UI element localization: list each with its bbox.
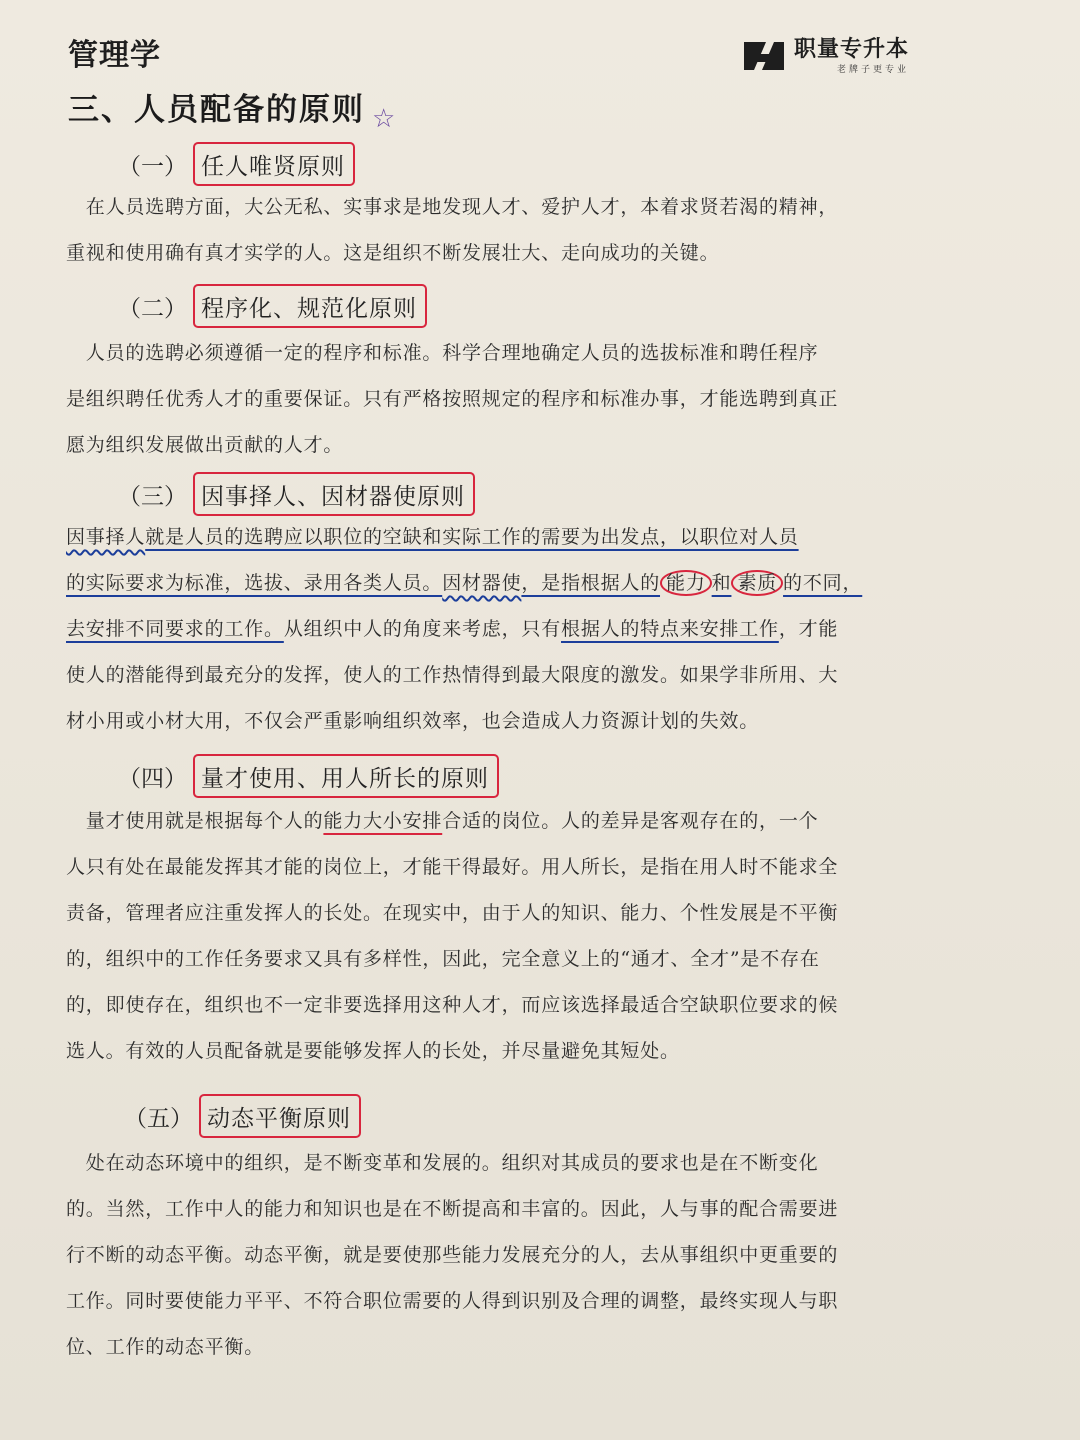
body-line — [66, 606, 938, 652]
body-line: 人只有处在最能发挥其才能的岗位上，才能干得最好。用人所长，是指在用人时不能求全 — [66, 856, 839, 878]
plain-text: 量才使用就是根据每个人的 — [66, 810, 324, 832]
body-line: 行不断的动态平衡。动态平衡，就是要使那些能力发展充分的人，去从事组织中更重要的 — [66, 1244, 839, 1266]
body-line: 的，组织中的工作任务要求又具有多样性，因此，完全意义上的“通才、全才”是不存在 — [66, 948, 820, 970]
circled-word: 素质 — [731, 570, 783, 596]
underlined-text: 就是人员的选聘应以职位的空缺和实际工作的需要为出发点，以职位对人员 — [145, 526, 799, 548]
publisher-logo — [740, 34, 940, 78]
principle-number: （二） — [118, 295, 187, 322]
circled-word: 能力 — [660, 570, 712, 596]
principle-5-heading — [124, 1094, 361, 1138]
wavy-underlined-term: 因事择人 — [66, 526, 146, 548]
underlined-text: 去安排不同要求的工作。 — [66, 618, 284, 640]
principle-title: 任人唯贤原则 — [193, 142, 355, 186]
logo-slogan: 老牌子更专业 — [837, 64, 910, 75]
body-line: 在人员选聘方面，大公无私、实事求是地发现人才、爱护人才，本着求贤若渴的精神， — [66, 196, 839, 218]
body-line: 位、工作的动态平衡。 — [66, 1336, 265, 1358]
principle-number: （五） — [124, 1105, 193, 1132]
body-line: 选人。有效的人员配备就是要能够发挥人的长处，并尽量避免其短处。 — [66, 1040, 680, 1062]
underlined-text: 和 — [711, 572, 732, 594]
principle-4-body — [66, 798, 938, 1074]
principle-2-heading — [118, 284, 427, 328]
body-line: 责备，管理者应注重发挥人的长处。在现实中，由于人的知识、能力、个性发展是不平衡 — [66, 902, 839, 924]
body-line: 材小用或小材大用，不仅会严重影响组织效率，也会造成人力资源计划的失效。 — [66, 710, 760, 732]
principle-title: 程序化、规范化原则 — [193, 284, 427, 328]
principle-number: （四） — [118, 765, 187, 792]
principle-5-body — [66, 1140, 938, 1370]
body-line: 工作。同时要使能力平平、不符合职位需要的人得到识别及合理的调整，最终实现人与职 — [66, 1290, 839, 1312]
body-line: 重视和使用确有真才实学的人。这是组织不断发展壮大、走向成功的关键。 — [66, 242, 720, 264]
plain-text: 从组织中人的角度来考虑，只有 — [283, 618, 562, 640]
body-line: 处在动态环境中的组织，是不断变革和发展的。组织对其成员的要求也是在不断变化 — [66, 1152, 819, 1174]
plain-text: ，才能 — [778, 618, 839, 640]
wavy-underlined-term: 因材器使 — [442, 572, 522, 594]
principle-1-body — [66, 184, 938, 276]
body-line: 愿为组织发展做出贡献的人才。 — [66, 434, 344, 456]
body-line — [66, 560, 938, 606]
body-line: 的。当然，工作中人的能力和知识也是在不断提高和丰富的。因此，人与事的配合需要进 — [66, 1198, 839, 1220]
subject-header: 管理学 — [68, 38, 161, 73]
principle-title: 因事择人、因材器使原则 — [193, 472, 475, 516]
plain-text: 合适的岗位。人的差异是客观存在的，一个 — [442, 810, 819, 832]
principle-1-heading — [118, 142, 355, 186]
star-mark-icon: ☆ — [372, 104, 396, 134]
section-title: 三、人员配备的原则 — [68, 92, 365, 128]
principle-number: （一） — [118, 153, 187, 180]
principle-3-heading — [118, 472, 475, 516]
body-line: 是组织聘任优秀人才的重要保证。只有严格按照规定的程序和标准办事，才能选聘到真正 — [66, 388, 839, 410]
body-line: 的，即使存在，组织也不一定非要选择用这种人才，而应该选择最适合空缺职位要求的候 — [66, 994, 839, 1016]
body-line — [66, 798, 938, 844]
underlined-text: ，是指根据人的 — [521, 572, 661, 594]
principle-3-body — [66, 514, 938, 744]
principle-number: （三） — [118, 483, 187, 510]
principle-title: 量才使用、用人所长的原则 — [193, 754, 499, 798]
underlined-text: 的不同， — [783, 572, 863, 594]
underlined-text: 根据人的特点来安排工作 — [561, 618, 779, 640]
underlined-text: 的实际要求为标准，选拔、录用各类人员。 — [66, 572, 443, 594]
body-line — [66, 514, 938, 560]
principle-2-body — [66, 330, 938, 468]
body-line: 人员的选聘必须遵循一定的程序和标准。科学合理地确定人员的选拔标准和聘任程序 — [66, 342, 819, 364]
logo-mark-icon — [740, 36, 788, 76]
body-line: 使人的潜能得到最充分的发挥，使人的工作热情得到最大限度的激发。如果学非所用、大 — [66, 664, 839, 686]
red-underlined-text: 能力大小安排 — [323, 810, 443, 832]
principle-4-heading — [118, 754, 499, 798]
principle-title: 动态平衡原则 — [199, 1094, 361, 1138]
logo-name: 职量专升本 — [794, 36, 910, 62]
